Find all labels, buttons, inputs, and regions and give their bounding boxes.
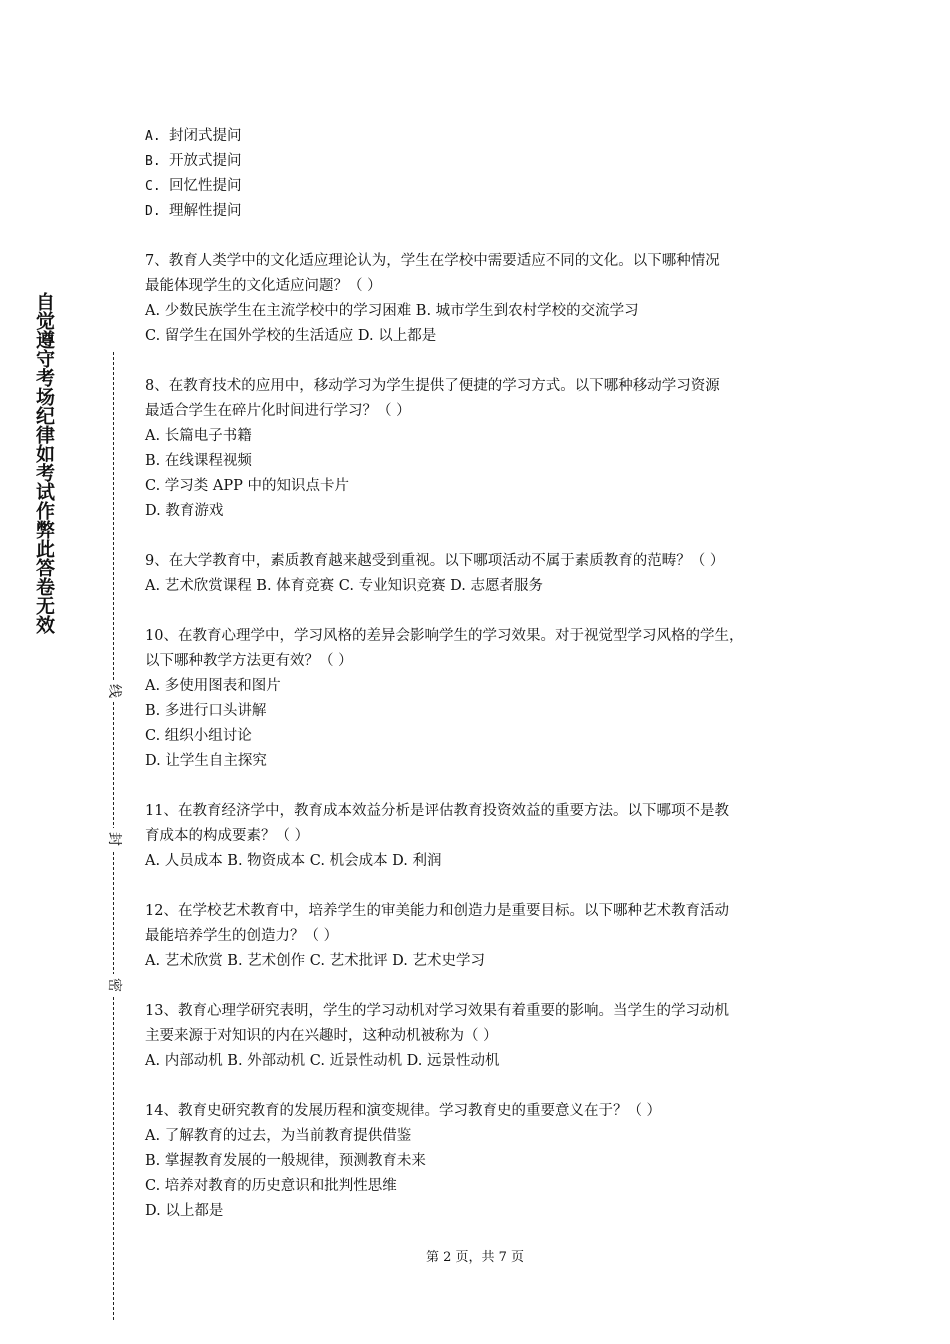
option-line: A. 艺术欣赏课程 B. 体育竞赛 C. 专业知识竞赛 D. 志愿者服务 [145,578,544,594]
option-line: B. 在线课程视频 [145,453,252,469]
question-stem-line: 7、教育人类学中的文化适应理论认为，学生在学校中需要适应不同的文化。以下哪种情况 [145,253,720,269]
question-stem-line: 最能培养学生的创造力？（ ） [145,928,339,944]
question-stem-line: 育成本的构成要素？（ ） [145,828,310,844]
question-block [145,374,825,524]
question-block [145,624,825,774]
option-line: D. 理解性提问 [145,203,242,219]
option-line: D. 让学生自主探究 [145,753,267,769]
option-line: A. 艺术欣赏 B. 艺术创作 C. 艺术批评 D. 艺术史学习 [145,953,486,969]
question-block [145,249,825,349]
question-stem-line: 11、在教育经济学中，教育成本效益分析是评估教育投资效益的重要方法。以下哪项不是教 [145,803,729,819]
question-stem-line: 最能体现学生的文化适应问题？（ ） [145,278,382,294]
option-line: A. 封闭式提问 [145,128,242,144]
question-block [145,1099,825,1224]
option-line: A. 了解教育的过去，为当前教育提供借鉴 [145,1128,412,1144]
seal-mark-line: 线 [104,680,124,702]
option-line: C. 留学生在国外学校的生活适应 D. 以上都是 [145,328,437,344]
option-line: B. 开放式提问 [145,153,242,169]
question-stem-line: 主要来源于对知识的内在兴趣时，这种动机被称为（ ） [145,1028,498,1044]
option-line: D. 以上都是 [145,1203,224,1219]
question-block [145,899,825,974]
question-stem-line: 8、在教育技术的应用中，移动学习为学生提供了便捷的学习方式。以下哪种移动学习资源 [145,378,720,394]
page-footer: 第 2 页，共 7 页 [425,1250,525,1265]
question-stem-line: 12、在学校艺术教育中，培养学生的审美能力和创造力是重要目标。以下哪种艺术教育活动 [145,903,729,919]
option-line: C. 培养对教育的历史意识和批判性思维 [145,1178,397,1194]
question-block [145,999,825,1074]
question-list [145,249,825,1224]
option-line: A. 人员成本 B. 物资成本 C. 机会成本 D. 利润 [145,853,442,869]
seal-mark-seal: 封 [104,828,124,850]
lead-options [145,124,825,224]
option-line: D. 教育游戏 [145,503,224,519]
question-content [145,124,825,1224]
question-block [145,549,825,599]
question-stem-line: 最适合学生在碎片化时间进行学习？（ ） [145,403,411,419]
option-line: C. 组织小组讨论 [145,728,252,744]
question-block [145,799,825,874]
option-line: A. 内部动机 B. 外部动机 C. 近景性动机 D. 远景性动机 [145,1053,500,1069]
question-stem-line: 13、教育心理学研究表明，学生的学习动机对学习效果有着重要的影响。当学生的学习动机 [145,1003,729,1019]
question-stem-line: 以下哪种教学方法更有效？（ ） [145,653,353,669]
option-line: A. 长篇电子书籍 [145,428,252,444]
exam-discipline-notice: 自觉遵守考场纪律如考试作弊此答卷无效 [33,292,55,634]
question-stem-line: 9、在大学教育中，素质教育越来越受到重视。以下哪项活动不属于素质教育的范畴？（ ） [145,553,725,569]
seal-mark-secret: 密 [104,974,124,996]
option-line: C. 学习类 APP 中的知识点卡片 [145,478,349,494]
option-line: B. 多进行口头讲解 [145,703,267,719]
question-stem-line: 10、在教育心理学中，学习风格的差异会影响学生的学习效果。对于视觉型学习风格的学生， [145,628,744,644]
option-line: C. 回忆性提问 [145,178,242,194]
option-line: A. 少数民族学生在主流学校中的学习困难 B. 城市学生到农村学校的交流学习 [145,303,639,319]
question-stem-line: 14、教育史研究教育的发展历程和演变规律。学习教育史的重要意义在于？（ ） [145,1103,662,1119]
option-line: A. 多使用图表和图片 [145,678,281,694]
option-line: B. 掌握教育发展的一般规律，预测教育未来 [145,1153,426,1169]
